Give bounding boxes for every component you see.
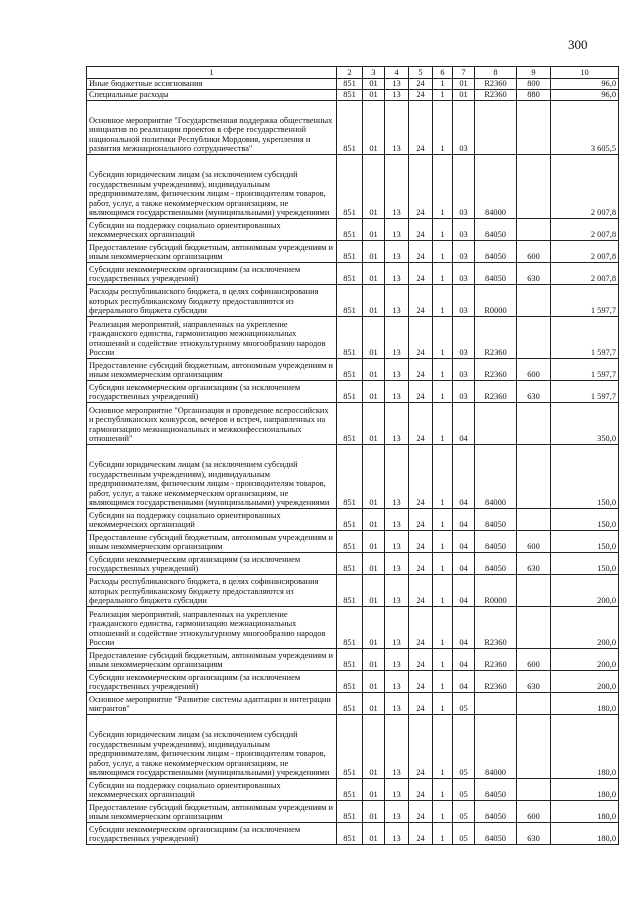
row-code-cell: 13 [385, 445, 409, 509]
row-code-cell: 84050 [475, 553, 517, 575]
table-row [87, 779, 619, 801]
row-code-cell: 24 [409, 381, 433, 403]
row-code-cell: 1 [433, 155, 453, 219]
row-code-cell: 04 [453, 649, 475, 671]
row-code-cell: 03 [453, 241, 475, 263]
row-code-cell: 01 [363, 90, 385, 101]
row-code-cell: 03 [453, 101, 475, 155]
header-cell: 1 [87, 67, 337, 79]
table-row [87, 693, 619, 715]
row-code-cell: 851 [337, 219, 363, 241]
row-code-cell: 05 [453, 715, 475, 779]
row-code-cell: R0000 [475, 285, 517, 317]
row-code-cell: 1 597,7 [551, 285, 619, 317]
row-name-cell: Расходы республиканского бюджета, в целях софинансирования которых республиканскому бюджету предоставляются из федерального бюджета субсидии [87, 575, 337, 607]
table-row [87, 285, 619, 317]
row-code-cell: 13 [385, 403, 409, 445]
row-code-cell: 24 [409, 219, 433, 241]
row-code-cell: R2360 [475, 90, 517, 101]
row-code-cell: 1 [433, 445, 453, 509]
table-row [87, 403, 619, 445]
row-code-cell: 150,0 [551, 445, 619, 509]
row-code-cell: 600 [517, 241, 551, 263]
row-code-cell: 24 [409, 263, 433, 285]
row-code-cell: 01 [363, 693, 385, 715]
row-code-cell: 04 [453, 445, 475, 509]
table-body [87, 79, 619, 845]
row-code-cell: R2360 [475, 317, 517, 359]
row-code-cell: 1 597,7 [551, 359, 619, 381]
page-number: 300 [568, 37, 588, 52]
row-code-cell: R2360 [475, 671, 517, 693]
row-code-cell: 01 [363, 381, 385, 403]
row-code-cell: 84050 [475, 823, 517, 845]
row-code-cell: 880 [517, 90, 551, 101]
row-code-cell [475, 693, 517, 715]
row-code-cell: 1 [433, 101, 453, 155]
row-code-cell: 24 [409, 823, 433, 845]
row-code-cell: 630 [517, 263, 551, 285]
row-code-cell [517, 155, 551, 219]
row-code-cell: R2360 [475, 607, 517, 649]
row-code-cell: 2 007,8 [551, 263, 619, 285]
row-name-cell: Субсидии на поддержку социально ориентированных некоммерческих организаций [87, 219, 337, 241]
row-code-cell: 24 [409, 241, 433, 263]
row-code-cell: 01 [363, 241, 385, 263]
row-code-cell: 851 [337, 779, 363, 801]
row-code-cell: 04 [453, 607, 475, 649]
header-cell: 5 [409, 67, 433, 79]
table-row [87, 607, 619, 649]
row-code-cell: 1 [433, 381, 453, 403]
table-row [87, 263, 619, 285]
row-code-cell: 851 [337, 575, 363, 607]
row-code-cell: 1 [433, 693, 453, 715]
row-code-cell: 96,0 [551, 90, 619, 101]
row-code-cell [517, 607, 551, 649]
row-code-cell: 05 [453, 693, 475, 715]
row-code-cell: 03 [453, 219, 475, 241]
row-code-cell: 24 [409, 715, 433, 779]
row-code-cell: 851 [337, 359, 363, 381]
row-code-cell [475, 101, 517, 155]
header-cell: 2 [337, 67, 363, 79]
row-name-cell: Предоставление субсидий бюджетным, автономным учреждениям и иным некоммерческим организациям [87, 241, 337, 263]
row-name-cell: Субсидии некоммерческим организациям (за исключением государственных учреждений) [87, 263, 337, 285]
row-code-cell: 13 [385, 359, 409, 381]
row-code-cell [517, 779, 551, 801]
row-code-cell: 01 [363, 671, 385, 693]
header-cell: 4 [385, 67, 409, 79]
header-cell: 6 [433, 67, 453, 79]
row-name-cell: Предоставление субсидий бюджетным, автономным учреждениям и иным некоммерческим организациям [87, 801, 337, 823]
row-code-cell: 01 [363, 575, 385, 607]
row-name-cell: Основное мероприятие "Развитие системы адаптации и интеграции мигрантов" [87, 693, 337, 715]
row-code-cell [517, 575, 551, 607]
row-code-cell: 851 [337, 715, 363, 779]
row-code-cell [517, 693, 551, 715]
header-row [87, 67, 619, 79]
row-code-cell: 24 [409, 801, 433, 823]
row-name-cell: Субсидии на поддержку социально ориентированных некоммерческих организаций [87, 779, 337, 801]
row-code-cell: 24 [409, 90, 433, 101]
row-name-cell: Иные бюджетные ассигнования [87, 79, 337, 90]
row-code-cell: 600 [517, 649, 551, 671]
header-cell: 10 [551, 67, 619, 79]
row-code-cell: 2 007,8 [551, 241, 619, 263]
row-code-cell: 180,0 [551, 779, 619, 801]
row-name-cell: Предоставление субсидий бюджетным, автономным учреждениям и иным некоммерческим организациям [87, 649, 337, 671]
row-code-cell: 600 [517, 359, 551, 381]
row-name-cell: Субсидии некоммерческим организациям (за исключением государственных учреждений) [87, 671, 337, 693]
row-code-cell: 851 [337, 531, 363, 553]
row-code-cell: 13 [385, 649, 409, 671]
row-code-cell: 1 [433, 79, 453, 90]
table-row [87, 359, 619, 381]
row-code-cell [517, 445, 551, 509]
table-row [87, 671, 619, 693]
row-code-cell: 24 [409, 693, 433, 715]
row-code-cell: 01 [363, 359, 385, 381]
row-code-cell: 150,0 [551, 553, 619, 575]
row-code-cell: 01 [363, 445, 385, 509]
row-code-cell: 13 [385, 823, 409, 845]
row-code-cell: 3 605,5 [551, 101, 619, 155]
row-code-cell [517, 219, 551, 241]
row-code-cell: 851 [337, 381, 363, 403]
row-code-cell: 01 [363, 649, 385, 671]
row-name-cell: Субсидии некоммерческим организациям (за исключением государственных учреждений) [87, 553, 337, 575]
row-code-cell: R2360 [475, 649, 517, 671]
row-code-cell: 851 [337, 693, 363, 715]
row-code-cell: 13 [385, 779, 409, 801]
row-name-cell: Субсидии некоммерческим организациям (за исключением государственных учреждений) [87, 381, 337, 403]
row-name-cell: Специальные расходы [87, 90, 337, 101]
row-code-cell: 1 [433, 509, 453, 531]
row-code-cell: 03 [453, 317, 475, 359]
row-code-cell: 01 [363, 801, 385, 823]
row-code-cell: 1 [433, 671, 453, 693]
row-code-cell: 851 [337, 155, 363, 219]
row-code-cell: 180,0 [551, 823, 619, 845]
row-code-cell: 24 [409, 531, 433, 553]
row-code-cell: 1 [433, 263, 453, 285]
row-code-cell: 04 [453, 671, 475, 693]
row-code-cell: 24 [409, 607, 433, 649]
row-code-cell: R2360 [475, 359, 517, 381]
row-code-cell: 630 [517, 553, 551, 575]
row-code-cell: 24 [409, 509, 433, 531]
row-code-cell: 180,0 [551, 715, 619, 779]
row-code-cell: 01 [363, 509, 385, 531]
row-name-cell: Субсидии на поддержку социально ориентированных некоммерческих организаций [87, 509, 337, 531]
row-code-cell: 13 [385, 693, 409, 715]
row-code-cell [475, 403, 517, 445]
row-name-cell: Субсидии юридическим лицам (за исключением субсидий государственным учреждениям), индивидуальным предпринимателям, физическим лицам - производителям товаров, работ, услуг, а также некоммерческим организациям, не являющимся государственными (муниципальными) учреждениями [87, 445, 337, 509]
row-code-cell: 04 [453, 509, 475, 531]
row-name-cell: Основное мероприятие "Государственная поддержка общественных инициатив по реализации проектов в сфере государственной национальной политики Республики Мордовия, укрепления и развития межнационального сотрудничества" [87, 101, 337, 155]
row-code-cell: 03 [453, 359, 475, 381]
row-code-cell: 851 [337, 285, 363, 317]
row-code-cell: 13 [385, 317, 409, 359]
row-code-cell: 01 [363, 823, 385, 845]
row-name-cell: Предоставление субсидий бюджетным, автономным учреждениям и иным некоммерческим организациям [87, 531, 337, 553]
row-code-cell: 13 [385, 381, 409, 403]
row-name-cell: Субсидии некоммерческим организациям (за исключением государственных учреждений) [87, 823, 337, 845]
row-code-cell: 150,0 [551, 509, 619, 531]
row-code-cell: 84050 [475, 509, 517, 531]
row-name-cell: Предоставление субсидий бюджетным, автономным учреждениям и иным некоммерческим организациям [87, 359, 337, 381]
row-code-cell: 24 [409, 649, 433, 671]
row-code-cell: 1 [433, 649, 453, 671]
table-row [87, 317, 619, 359]
row-code-cell: 13 [385, 715, 409, 779]
row-code-cell: 84000 [475, 715, 517, 779]
row-code-cell: 1 [433, 823, 453, 845]
row-code-cell: 01 [363, 553, 385, 575]
table-row [87, 79, 619, 90]
table-row [87, 509, 619, 531]
table-row [87, 241, 619, 263]
row-code-cell: 600 [517, 801, 551, 823]
row-code-cell: 13 [385, 671, 409, 693]
row-code-cell: 24 [409, 575, 433, 607]
row-code-cell [517, 509, 551, 531]
row-code-cell: 13 [385, 101, 409, 155]
row-code-cell: 03 [453, 381, 475, 403]
row-code-cell [517, 285, 551, 317]
table-row [87, 445, 619, 509]
row-code-cell: 01 [363, 101, 385, 155]
row-name-cell: Расходы республиканского бюджета, в целях софинансирования которых республиканскому бюджету предоставляются из федерального бюджета субсидии [87, 285, 337, 317]
row-code-cell: 03 [453, 263, 475, 285]
row-code-cell: 24 [409, 671, 433, 693]
row-code-cell: 1 [433, 575, 453, 607]
row-code-cell: 13 [385, 219, 409, 241]
row-code-cell: 13 [385, 575, 409, 607]
row-name-cell: Реализация мероприятий, направленных на укрепление гражданского единства, гармонизацию межнациональных отношений и содействие этнокультурному многообразию народов России [87, 607, 337, 649]
row-code-cell: 1 [433, 219, 453, 241]
row-code-cell: 01 [363, 317, 385, 359]
row-code-cell: 851 [337, 90, 363, 101]
row-code-cell: 851 [337, 263, 363, 285]
row-code-cell: 84050 [475, 219, 517, 241]
row-code-cell: 04 [453, 531, 475, 553]
table-row [87, 649, 619, 671]
row-code-cell: 01 [363, 285, 385, 317]
row-name-cell: Субсидии юридическим лицам (за исключением субсидий государственным учреждениям), индивидуальным предпринимателям, физическим лицам - производителям товаров, работ, услуг, а также некоммерческим организациям, не являющимся государственными (муниципальными) учреждениями [87, 155, 337, 219]
row-code-cell: 180,0 [551, 801, 619, 823]
row-code-cell: 13 [385, 607, 409, 649]
row-code-cell: 1 [433, 90, 453, 101]
row-code-cell: 851 [337, 671, 363, 693]
header-cell: 3 [363, 67, 385, 79]
row-code-cell: 851 [337, 607, 363, 649]
row-code-cell: 01 [363, 403, 385, 445]
row-code-cell: 01 [363, 779, 385, 801]
row-code-cell: 01 [363, 219, 385, 241]
row-code-cell: 851 [337, 509, 363, 531]
row-code-cell: 24 [409, 317, 433, 359]
row-code-cell: 1 [433, 715, 453, 779]
row-code-cell: R2360 [475, 79, 517, 90]
row-code-cell: 2 007,8 [551, 155, 619, 219]
row-code-cell: 13 [385, 241, 409, 263]
row-name-cell: Реализация мероприятий, направленных на укрепление гражданского единства, гармонизацию межнациональных отношений и содействие этнокультурному многообразию народов России [87, 317, 337, 359]
header-cell: 9 [517, 67, 551, 79]
row-code-cell: 200,0 [551, 607, 619, 649]
row-code-cell: 2 007,8 [551, 219, 619, 241]
row-code-cell: 01 [363, 263, 385, 285]
row-code-cell: 1 [433, 359, 453, 381]
row-code-cell: 05 [453, 801, 475, 823]
row-code-cell: 851 [337, 403, 363, 445]
row-code-cell: 04 [453, 575, 475, 607]
row-code-cell: 200,0 [551, 671, 619, 693]
row-code-cell: 1 597,7 [551, 381, 619, 403]
row-code-cell: 851 [337, 823, 363, 845]
row-code-cell: 84050 [475, 801, 517, 823]
row-code-cell: 13 [385, 79, 409, 90]
row-code-cell: 851 [337, 801, 363, 823]
row-code-cell: 84050 [475, 531, 517, 553]
row-code-cell: 84000 [475, 445, 517, 509]
row-code-cell: 851 [337, 317, 363, 359]
budget-table [86, 66, 619, 845]
row-code-cell [517, 101, 551, 155]
row-code-cell: 24 [409, 403, 433, 445]
table-row [87, 801, 619, 823]
row-code-cell: 01 [363, 79, 385, 90]
table-row [87, 155, 619, 219]
row-code-cell: 1 [433, 403, 453, 445]
row-code-cell: 05 [453, 779, 475, 801]
table-row [87, 823, 619, 845]
row-code-cell: 24 [409, 359, 433, 381]
table-row [87, 219, 619, 241]
row-code-cell: R0000 [475, 575, 517, 607]
row-code-cell: 851 [337, 445, 363, 509]
table-row [87, 715, 619, 779]
row-code-cell: 84050 [475, 241, 517, 263]
row-code-cell: 04 [453, 553, 475, 575]
row-code-cell [517, 403, 551, 445]
table-row [87, 575, 619, 607]
row-code-cell: 03 [453, 155, 475, 219]
row-code-cell: 84000 [475, 155, 517, 219]
row-code-cell: 630 [517, 381, 551, 403]
row-code-cell: 1 [433, 317, 453, 359]
row-code-cell: R2360 [475, 381, 517, 403]
row-code-cell: 851 [337, 101, 363, 155]
row-name-cell: Субсидии юридическим лицам (за исключением субсидий государственным учреждениям), индивидуальным предпринимателям, физическим лицам - производителям товаров, работ, услуг, а также некоммерческим организациям, не являющимся государственными (муниципальными) учреждениями [87, 715, 337, 779]
row-code-cell: 04 [453, 403, 475, 445]
row-code-cell: 01 [363, 531, 385, 553]
row-code-cell: 13 [385, 90, 409, 101]
row-code-cell: 13 [385, 531, 409, 553]
row-code-cell: 851 [337, 553, 363, 575]
row-code-cell: 13 [385, 509, 409, 531]
row-code-cell: 13 [385, 553, 409, 575]
table-row [87, 531, 619, 553]
row-code-cell: 24 [409, 779, 433, 801]
row-code-cell: 24 [409, 79, 433, 90]
row-code-cell: 13 [385, 285, 409, 317]
row-code-cell: 01 [363, 715, 385, 779]
row-code-cell: 630 [517, 823, 551, 845]
row-code-cell: 600 [517, 531, 551, 553]
row-code-cell: 150,0 [551, 531, 619, 553]
row-code-cell: 200,0 [551, 649, 619, 671]
row-code-cell: 1 [433, 801, 453, 823]
row-code-cell: 24 [409, 155, 433, 219]
row-code-cell: 01 [363, 155, 385, 219]
row-code-cell: 24 [409, 553, 433, 575]
row-code-cell: 13 [385, 801, 409, 823]
header-cell: 7 [453, 67, 475, 79]
row-code-cell: 24 [409, 101, 433, 155]
row-code-cell: 1 [433, 607, 453, 649]
row-code-cell: 24 [409, 445, 433, 509]
row-code-cell: 1 [433, 553, 453, 575]
row-code-cell: 1 [433, 531, 453, 553]
row-code-cell: 13 [385, 155, 409, 219]
table-row [87, 553, 619, 575]
row-code-cell: 24 [409, 285, 433, 317]
row-code-cell: 13 [385, 263, 409, 285]
table-row [87, 101, 619, 155]
row-code-cell: 200,0 [551, 575, 619, 607]
row-code-cell: 01 [453, 90, 475, 101]
row-code-cell: 350,0 [551, 403, 619, 445]
row-code-cell: 1 [433, 285, 453, 317]
row-code-cell: 851 [337, 649, 363, 671]
table-row [87, 90, 619, 101]
header-cell: 8 [475, 67, 517, 79]
row-code-cell [517, 317, 551, 359]
row-code-cell: 96,0 [551, 79, 619, 90]
row-code-cell: 800 [517, 79, 551, 90]
row-code-cell: 03 [453, 285, 475, 317]
row-code-cell: 630 [517, 671, 551, 693]
row-code-cell: 1 597,7 [551, 317, 619, 359]
table-row [87, 381, 619, 403]
row-code-cell: 851 [337, 241, 363, 263]
row-code-cell: 1 [433, 779, 453, 801]
row-code-cell [517, 715, 551, 779]
row-code-cell: 180,0 [551, 693, 619, 715]
row-code-cell: 01 [453, 79, 475, 90]
row-code-cell: 84050 [475, 263, 517, 285]
row-code-cell: 84050 [475, 779, 517, 801]
row-name-cell: Основное мероприятие "Организация и проведение всероссийских и республиканских конкурсов, вечеров и встреч, направленных на гармонизацию межнациональных и межконфессиональных отношений" [87, 403, 337, 445]
row-code-cell: 851 [337, 79, 363, 90]
row-code-cell: 05 [453, 823, 475, 845]
row-code-cell: 01 [363, 607, 385, 649]
row-code-cell: 1 [433, 241, 453, 263]
